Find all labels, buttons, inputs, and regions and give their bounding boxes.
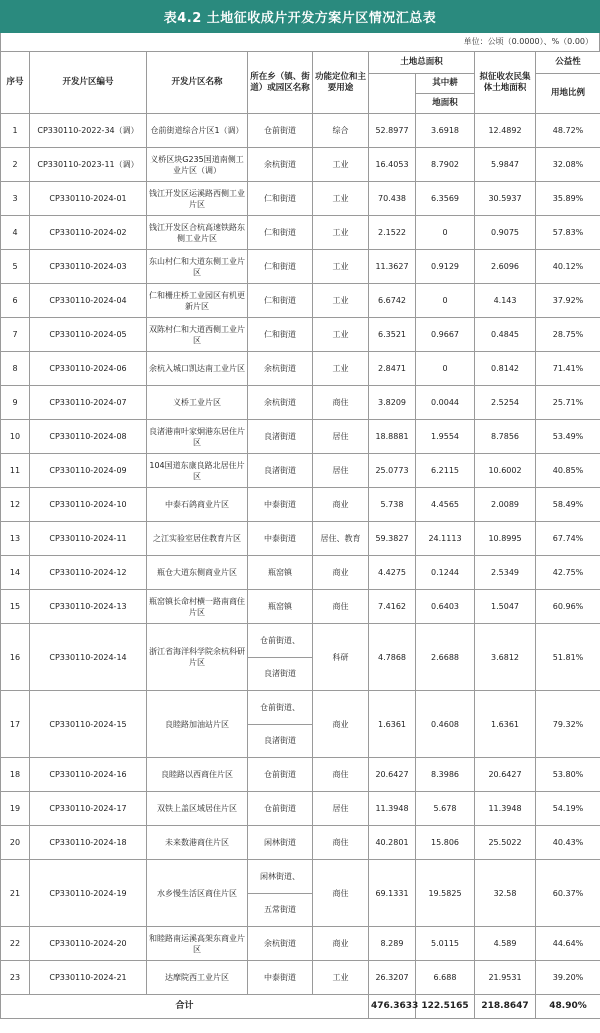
cell-farmland-area: 1.9554 <box>416 420 475 454</box>
cell-total-area: 3.8209 <box>369 386 416 420</box>
cell-collective-area: 0.4845 <box>475 318 536 352</box>
cell-code: CP330110-2024-07 <box>30 386 147 420</box>
cell-collective-area: 32.58 <box>475 860 536 927</box>
cell-code: CP330110-2024-16 <box>30 758 147 792</box>
cell-location: 仁和街道 <box>248 318 313 352</box>
cell-location: 仁和街道 <box>248 182 313 216</box>
cell-code: CP330110-2024-18 <box>30 826 147 860</box>
cell-name: 之江实验室居住教育片区 <box>147 522 248 556</box>
table-row <box>1 318 600 352</box>
cell-name: 义桥区块G235国道南侧工业片区（调） <box>147 148 248 182</box>
cell-code: CP330110-2024-21 <box>30 961 147 995</box>
cell-code: CP330110-2024-01 <box>30 182 147 216</box>
total-ratio: 48.90% <box>536 995 600 1019</box>
cell-total-area: 16.4053 <box>369 148 416 182</box>
cell-public-ratio: 71.41% <box>536 352 600 386</box>
cell-total-area: 59.3827 <box>369 522 416 556</box>
cell-collective-area: 4.143 <box>475 284 536 318</box>
cell-function: 商住 <box>313 860 369 927</box>
cell-code: CP330110-2024-12 <box>30 556 147 590</box>
cell-name: 中泰石鸽商业片区 <box>147 488 248 522</box>
cell-name: 瓶窑镇长命村横一路南商住片区 <box>147 590 248 624</box>
total-farmland: 122.5165 <box>416 995 475 1019</box>
cell-seq: 13 <box>1 522 30 556</box>
cell-total-area: 8.289 <box>369 927 416 961</box>
cell-location: 闲林街道 <box>248 826 313 860</box>
cell-farmland-area: 19.5825 <box>416 860 475 927</box>
cell-location: 余杭街道 <box>248 148 313 182</box>
cell-collective-area: 25.5022 <box>475 826 536 860</box>
cell-name: 104国道东康良路北居住片区 <box>147 454 248 488</box>
cell-location: 瓶窑镇 <box>248 556 313 590</box>
cell-total-area: 5.738 <box>369 488 416 522</box>
cell-code: CP330110-2024-14 <box>30 624 147 691</box>
cell-location-second: 五常街道 <box>248 893 313 927</box>
cell-total-area: 4.7868 <box>369 624 416 691</box>
cell-public-ratio: 60.96% <box>536 590 600 624</box>
cell-function: 商住 <box>313 758 369 792</box>
cell-name: 仁和栅庄桥工业园区有机更新片区 <box>147 284 248 318</box>
cell-name: 水乡慢生活区商住片区 <box>147 860 248 927</box>
cell-collective-area: 20.6427 <box>475 758 536 792</box>
cell-seq: 5 <box>1 250 30 284</box>
cell-farmland-area: 0.6403 <box>416 590 475 624</box>
cell-collective-area: 1.5047 <box>475 590 536 624</box>
header-function: 功能定位和主要用途 <box>313 52 369 114</box>
header-total-area: 土地总面积 <box>369 52 475 74</box>
cell-collective-area: 2.5349 <box>475 556 536 590</box>
cell-public-ratio: 44.64% <box>536 927 600 961</box>
cell-total-area: 2.1522 <box>369 216 416 250</box>
cell-total-area: 6.3521 <box>369 318 416 352</box>
cell-farmland-area: 0.4608 <box>416 691 475 758</box>
header-location: 所在乡（镇、街道）或园区名称 <box>248 52 313 114</box>
header-code: 开发片区编号 <box>30 52 147 114</box>
header-collective: 拟征收农民集体土地面积 <box>475 52 536 114</box>
table-title: 表4.2 土地征收成片开发方案片区情况汇总表 <box>0 0 600 33</box>
cell-code: CP330110-2024-10 <box>30 488 147 522</box>
table-row <box>1 352 600 386</box>
cell-public-ratio: 37.92% <box>536 284 600 318</box>
cell-total-area: 26.3207 <box>369 961 416 995</box>
cell-code: CP330110-2024-17 <box>30 792 147 826</box>
cell-name: 未来数港商住片区 <box>147 826 248 860</box>
cell-location: 中泰街道 <box>248 961 313 995</box>
cell-code: CP330110-2024-13 <box>30 590 147 624</box>
cell-farmland-area: 0 <box>416 284 475 318</box>
cell-code: CP330110-2024-06 <box>30 352 147 386</box>
cell-public-ratio: 39.20% <box>536 961 600 995</box>
table-row <box>1 927 600 961</box>
cell-seq: 21 <box>1 860 30 927</box>
table-row <box>1 826 600 860</box>
cell-location: 闲林街道、 <box>248 860 313 894</box>
cell-farmland-area: 2.6688 <box>416 624 475 691</box>
cell-code: CP330110-2024-09 <box>30 454 147 488</box>
header-farmland-line2: 地面积 <box>416 94 475 114</box>
header-total-area-blank <box>369 74 416 114</box>
cell-public-ratio: 51.81% <box>536 624 600 691</box>
total-row <box>1 995 600 1019</box>
cell-name: 钱江开发区运溪路西侧工业片区 <box>147 182 248 216</box>
cell-seq: 16 <box>1 624 30 691</box>
cell-total-area: 11.3948 <box>369 792 416 826</box>
cell-total-area: 2.8471 <box>369 352 416 386</box>
cell-code: CP330110-2024-05 <box>30 318 147 352</box>
cell-public-ratio: 54.19% <box>536 792 600 826</box>
cell-public-ratio: 58.49% <box>536 488 600 522</box>
cell-farmland-area: 15.806 <box>416 826 475 860</box>
cell-seq: 8 <box>1 352 30 386</box>
cell-name: 东山村仁和大道东侧工业片区 <box>147 250 248 284</box>
table-row <box>1 758 600 792</box>
cell-function: 商业 <box>313 927 369 961</box>
cell-public-ratio: 25.71% <box>536 386 600 420</box>
table-row <box>1 454 600 488</box>
cell-name: 浙江省海洋科学院余杭科研片区 <box>147 624 248 691</box>
table-row <box>1 792 600 826</box>
cell-collective-area: 10.6002 <box>475 454 536 488</box>
cell-location: 仓前街道 <box>248 758 313 792</box>
summary-table <box>0 51 600 1019</box>
cell-seq: 12 <box>1 488 30 522</box>
cell-location: 瓶窑镇 <box>248 590 313 624</box>
total-area: 476.3633 <box>369 995 416 1019</box>
cell-seq: 14 <box>1 556 30 590</box>
cell-seq: 10 <box>1 420 30 454</box>
cell-farmland-area: 4.4565 <box>416 488 475 522</box>
cell-name: 良睦路以西商住片区 <box>147 758 248 792</box>
cell-farmland-area: 0.9129 <box>416 250 475 284</box>
cell-farmland-area: 6.688 <box>416 961 475 995</box>
cell-farmland-area: 5.678 <box>416 792 475 826</box>
cell-location: 余杭街道 <box>248 927 313 961</box>
cell-seq: 6 <box>1 284 30 318</box>
cell-seq: 19 <box>1 792 30 826</box>
cell-function: 商住 <box>313 386 369 420</box>
cell-collective-area: 11.3948 <box>475 792 536 826</box>
table-row <box>1 860 600 894</box>
cell-code: CP330110-2024-19 <box>30 860 147 927</box>
cell-collective-area: 12.4892 <box>475 114 536 148</box>
cell-location: 中泰街道 <box>248 488 313 522</box>
cell-location: 仓前街道、 <box>248 624 313 658</box>
cell-code: CP330110-2024-02 <box>30 216 147 250</box>
cell-name: 双陈村仁和大道西侧工业片区 <box>147 318 248 352</box>
cell-collective-area: 8.7856 <box>475 420 536 454</box>
cell-code: CP330110-2023-11（调） <box>30 148 147 182</box>
cell-collective-area: 0.9075 <box>475 216 536 250</box>
cell-name: 达摩院西工业片区 <box>147 961 248 995</box>
total-label: 合计 <box>1 995 369 1019</box>
cell-farmland-area: 24.1113 <box>416 522 475 556</box>
cell-function: 工业 <box>313 318 369 352</box>
cell-code: CP330110-2024-15 <box>30 691 147 758</box>
cell-name: 良渚港南叶家炯港东居住片区 <box>147 420 248 454</box>
cell-public-ratio: 53.80% <box>536 758 600 792</box>
cell-function: 工业 <box>313 352 369 386</box>
cell-public-ratio: 28.75% <box>536 318 600 352</box>
cell-code: CP330110-2024-04 <box>30 284 147 318</box>
cell-total-area: 4.4275 <box>369 556 416 590</box>
table-row <box>1 250 600 284</box>
cell-collective-area: 0.8142 <box>475 352 536 386</box>
cell-function: 商住 <box>313 826 369 860</box>
cell-public-ratio: 40.12% <box>536 250 600 284</box>
table-row <box>1 691 600 725</box>
unit-note: 单位：公顷（0.0000）、%（0.00） <box>0 33 600 51</box>
cell-location: 余杭街道 <box>248 352 313 386</box>
cell-collective-area: 1.6361 <box>475 691 536 758</box>
table-row <box>1 961 600 995</box>
cell-public-ratio: 42.75% <box>536 556 600 590</box>
cell-location: 余杭街道 <box>248 386 313 420</box>
cell-code: CP330110-2024-08 <box>30 420 147 454</box>
cell-farmland-area: 0.1244 <box>416 556 475 590</box>
cell-function: 居住 <box>313 454 369 488</box>
cell-location: 良渚街道 <box>248 420 313 454</box>
cell-seq: 9 <box>1 386 30 420</box>
cell-seq: 2 <box>1 148 30 182</box>
cell-farmland-area: 0.9667 <box>416 318 475 352</box>
cell-seq: 1 <box>1 114 30 148</box>
cell-seq: 17 <box>1 691 30 758</box>
cell-collective-area: 2.6096 <box>475 250 536 284</box>
cell-name: 义桥工业片区 <box>147 386 248 420</box>
cell-total-area: 11.3627 <box>369 250 416 284</box>
cell-seq: 3 <box>1 182 30 216</box>
cell-farmland-area: 6.2115 <box>416 454 475 488</box>
cell-code: CP330110-2022-34（调） <box>30 114 147 148</box>
cell-name: 和睦路南运溪高架东商业片区 <box>147 927 248 961</box>
table-row <box>1 624 600 658</box>
cell-location: 仓前街道 <box>248 114 313 148</box>
cell-total-area: 52.8977 <box>369 114 416 148</box>
cell-farmland-area: 8.3986 <box>416 758 475 792</box>
cell-collective-area: 2.0089 <box>475 488 536 522</box>
cell-total-area: 69.1331 <box>369 860 416 927</box>
total-collective: 218.8647 <box>475 995 536 1019</box>
cell-collective-area: 30.5937 <box>475 182 536 216</box>
header-farmland-line1: 其中耕 <box>416 74 475 94</box>
table-row <box>1 284 600 318</box>
cell-seq: 15 <box>1 590 30 624</box>
cell-public-ratio: 48.72% <box>536 114 600 148</box>
cell-total-area: 25.0773 <box>369 454 416 488</box>
cell-function: 商业 <box>313 691 369 758</box>
cell-function: 居住 <box>313 420 369 454</box>
cell-collective-area: 2.5254 <box>475 386 536 420</box>
cell-public-ratio: 40.85% <box>536 454 600 488</box>
cell-public-ratio: 67.74% <box>536 522 600 556</box>
table-row <box>1 522 600 556</box>
cell-location-second: 良渚街道 <box>248 657 313 691</box>
cell-farmland-area: 0 <box>416 216 475 250</box>
cell-code: CP330110-2024-20 <box>30 927 147 961</box>
table-row <box>1 556 600 590</box>
cell-name: 仓前街道综合片区1（调） <box>147 114 248 148</box>
cell-total-area: 1.6361 <box>369 691 416 758</box>
cell-farmland-area: 0 <box>416 352 475 386</box>
cell-location: 仁和街道 <box>248 284 313 318</box>
table-row <box>1 420 600 454</box>
cell-name: 余杭入城口凯达南工业片区 <box>147 352 248 386</box>
header-public-bottom: 用地比例 <box>536 74 600 114</box>
cell-code: CP330110-2024-03 <box>30 250 147 284</box>
cell-code: CP330110-2024-11 <box>30 522 147 556</box>
cell-public-ratio: 79.32% <box>536 691 600 758</box>
table-row <box>1 488 600 522</box>
table-row <box>1 386 600 420</box>
cell-location: 仁和街道 <box>248 216 313 250</box>
cell-farmland-area: 5.0115 <box>416 927 475 961</box>
cell-public-ratio: 32.08% <box>536 148 600 182</box>
cell-location: 仓前街道 <box>248 792 313 826</box>
cell-public-ratio: 35.89% <box>536 182 600 216</box>
cell-location-second: 良渚街道 <box>248 724 313 758</box>
header-name: 开发片区名称 <box>147 52 248 114</box>
table-body <box>1 114 600 1019</box>
cell-total-area: 40.2801 <box>369 826 416 860</box>
cell-location: 仓前街道、 <box>248 691 313 725</box>
cell-function: 工业 <box>313 216 369 250</box>
cell-seq: 4 <box>1 216 30 250</box>
cell-total-area: 18.8881 <box>369 420 416 454</box>
cell-total-area: 20.6427 <box>369 758 416 792</box>
cell-collective-area: 4.589 <box>475 927 536 961</box>
cell-function: 工业 <box>313 961 369 995</box>
cell-seq: 22 <box>1 927 30 961</box>
header-public-top: 公益性 <box>536 52 600 74</box>
cell-function: 综合 <box>313 114 369 148</box>
table-row <box>1 114 600 148</box>
cell-name: 良睦路加油站片区 <box>147 691 248 758</box>
cell-function: 科研 <box>313 624 369 691</box>
cell-total-area: 70.438 <box>369 182 416 216</box>
cell-function: 工业 <box>313 250 369 284</box>
cell-farmland-area: 8.7902 <box>416 148 475 182</box>
cell-function: 商住 <box>313 590 369 624</box>
cell-function: 居住 <box>313 792 369 826</box>
cell-function: 居住、教育 <box>313 522 369 556</box>
cell-collective-area: 5.9847 <box>475 148 536 182</box>
cell-name: 双铁上盖区域居住片区 <box>147 792 248 826</box>
cell-collective-area: 3.6812 <box>475 624 536 691</box>
cell-function: 商业 <box>313 488 369 522</box>
cell-function: 工业 <box>313 182 369 216</box>
cell-seq: 23 <box>1 961 30 995</box>
table-row <box>1 590 600 624</box>
cell-name: 瓶仓大道东侧商业片区 <box>147 556 248 590</box>
table-row <box>1 148 600 182</box>
cell-public-ratio: 53.49% <box>536 420 600 454</box>
cell-seq: 18 <box>1 758 30 792</box>
cell-public-ratio: 40.43% <box>536 826 600 860</box>
cell-total-area: 6.6742 <box>369 284 416 318</box>
cell-farmland-area: 0.0044 <box>416 386 475 420</box>
table-row <box>1 182 600 216</box>
cell-collective-area: 10.8995 <box>475 522 536 556</box>
cell-seq: 11 <box>1 454 30 488</box>
cell-location: 良渚街道 <box>248 454 313 488</box>
cell-collective-area: 21.9531 <box>475 961 536 995</box>
cell-function: 工业 <box>313 284 369 318</box>
cell-function: 工业 <box>313 148 369 182</box>
cell-location: 仁和街道 <box>248 250 313 284</box>
cell-name: 钱江开发区合杭高速铁路东侧工业片区 <box>147 216 248 250</box>
cell-farmland-area: 3.6918 <box>416 114 475 148</box>
cell-function: 商业 <box>313 556 369 590</box>
cell-seq: 7 <box>1 318 30 352</box>
cell-location: 中泰街道 <box>248 522 313 556</box>
cell-public-ratio: 60.37% <box>536 860 600 927</box>
cell-total-area: 7.4162 <box>369 590 416 624</box>
cell-farmland-area: 6.3569 <box>416 182 475 216</box>
cell-seq: 20 <box>1 826 30 860</box>
cell-public-ratio: 57.83% <box>536 216 600 250</box>
table-row <box>1 216 600 250</box>
header-seq: 序号 <box>1 52 30 114</box>
